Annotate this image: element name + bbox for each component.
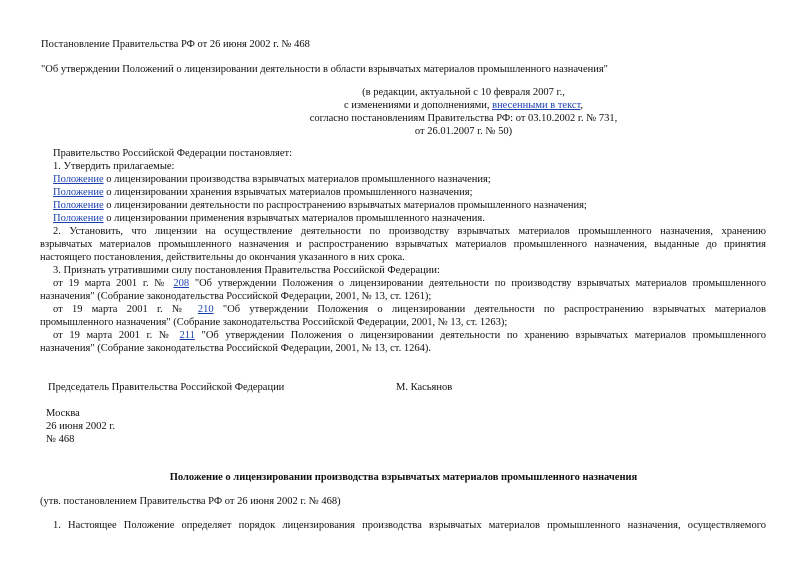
approved-list-item <box>40 212 766 225</box>
repealed-item-line-2: промышленного назначения" (Собрание законодательства Российской Федерации, 2001, № 13, ст. 1263); <box>40 317 508 328</box>
document-number: № 468 <box>46 434 75 445</box>
edition-note <box>0 86 807 138</box>
repealed-item-line-2: назначения" (Собрание законодательства Российской Федерации, 2001, № 13, ст. 1261); <box>40 291 432 302</box>
item-3: 3. Признать утратившими силу постановления Правительства Российской Федерации: <box>53 265 440 276</box>
signatory-role: Председатель Правительства Российской Федерации <box>48 382 285 393</box>
repealed-prefix: от 19 марта 2001 г. № <box>53 304 198 315</box>
approved-list-item <box>40 186 766 199</box>
approved-list-item <box>40 173 766 186</box>
approved-list-text: о лицензировании применения взрывчатых материалов промышленного назначения. <box>103 213 485 224</box>
item-2-line-2: взрывчатых материалов промышленного назначения и распространению взрывчатых материалов промышленного назначения, выданные до принятия <box>40 239 766 250</box>
document-subtitle: "Об утверждении Положений о лицензировании деятельности в области взрывчатых материалов промышленного назначения" <box>41 64 608 75</box>
place-city: Москва <box>46 408 80 419</box>
repealed-item-line-1 <box>40 329 766 342</box>
annex-approved-note: (утв. постановлением Правительства РФ от 26 июня 2002 г. № 468) <box>40 496 341 507</box>
annex-paragraph-1: 1. Настоящее Положение определяет порядок лицензирования производства взрывчатых материалов промышленного назначения, осуществляемого <box>53 520 766 531</box>
approved-list-text: о лицензировании хранения взрывчатых материалов промышленного назначения; <box>103 187 473 198</box>
resolution-body <box>40 147 766 355</box>
approved-list-text: о лицензировании деятельности по распространению взрывчатых материалов промышленного назначения; <box>103 200 587 211</box>
edition-line-1: (в редакции, актуальной с 10 февраля 2007 г., <box>362 87 565 98</box>
regulation-link[interactable]: Положение <box>53 187 104 198</box>
edition-line-2-suffix: , <box>580 100 583 111</box>
place-date-block <box>46 407 807 446</box>
regulation-link[interactable]: Положение <box>53 213 104 224</box>
repealed-title: "Об утверждении Положения о лицензировании деятельности по производству взрывчатых материалов промышленного <box>189 278 766 289</box>
place-date: 26 июня 2002 г. <box>46 421 116 432</box>
approved-list-item <box>40 199 766 212</box>
document-title: Постановление Правительства РФ от 26 июня 2002 г. № 468 <box>41 39 310 50</box>
edition-line-4: от 26.01.2007 г. № 50) <box>414 126 513 137</box>
edition-line-2-prefix: с изменениями и дополнениями, <box>343 100 493 111</box>
resolution-intro: Правительство Российской Федерации постановляет: <box>53 148 293 159</box>
signatory-name: М. Касьянов <box>396 382 453 393</box>
item-2-line-3: настоящего постановления, действительны до окончания указанного в них срока. <box>40 252 405 263</box>
repealed-prefix: от 19 марта 2001 г. № <box>53 330 180 341</box>
approved-list-text: о лицензировании производства взрывчатых материалов промышленного назначения; <box>103 174 491 185</box>
regulation-link[interactable]: Положение <box>53 174 104 185</box>
edition-line-3: согласно постановлениям Правительства РФ: от 03.10.2002 г. № 731, <box>309 113 618 124</box>
signature-block <box>48 381 768 394</box>
item-1: 1. Утвердить прилагаемые: <box>53 161 175 172</box>
repealed-decree-link[interactable]: 208 <box>173 278 190 289</box>
item-2-line-1: 2. Установить, что лицензии на осуществление деятельности по производству взрывчатых материалов промышленного назначения, хранению <box>53 226 766 237</box>
edition-line-2 <box>0 99 807 112</box>
repealed-item-line-2: назначения" (Собрание законодательства Российской Федерации, 2001, № 13, ст. 1264). <box>40 343 431 354</box>
repealed-title: "Об утверждении Положения о лицензировании деятельности по распространению взрывчатых материалов <box>213 304 766 315</box>
regulation-link[interactable]: Положение <box>53 200 104 211</box>
amendments-link[interactable]: внесенными в текст <box>492 100 581 111</box>
repealed-prefix: от 19 марта 2001 г. № <box>53 278 174 289</box>
repealed-item-line-1 <box>40 303 766 316</box>
repealed-item-line-1 <box>40 277 766 290</box>
annex-heading: Положение о лицензировании производства взрывчатых материалов промышленного назначения <box>169 472 638 483</box>
repealed-title: "Об утверждении Положения о лицензировании деятельности по хранению взрывчатых материалов промышленного <box>194 330 766 341</box>
repealed-decree-link[interactable]: 210 <box>197 304 214 315</box>
repealed-decree-link[interactable]: 211 <box>179 330 195 341</box>
